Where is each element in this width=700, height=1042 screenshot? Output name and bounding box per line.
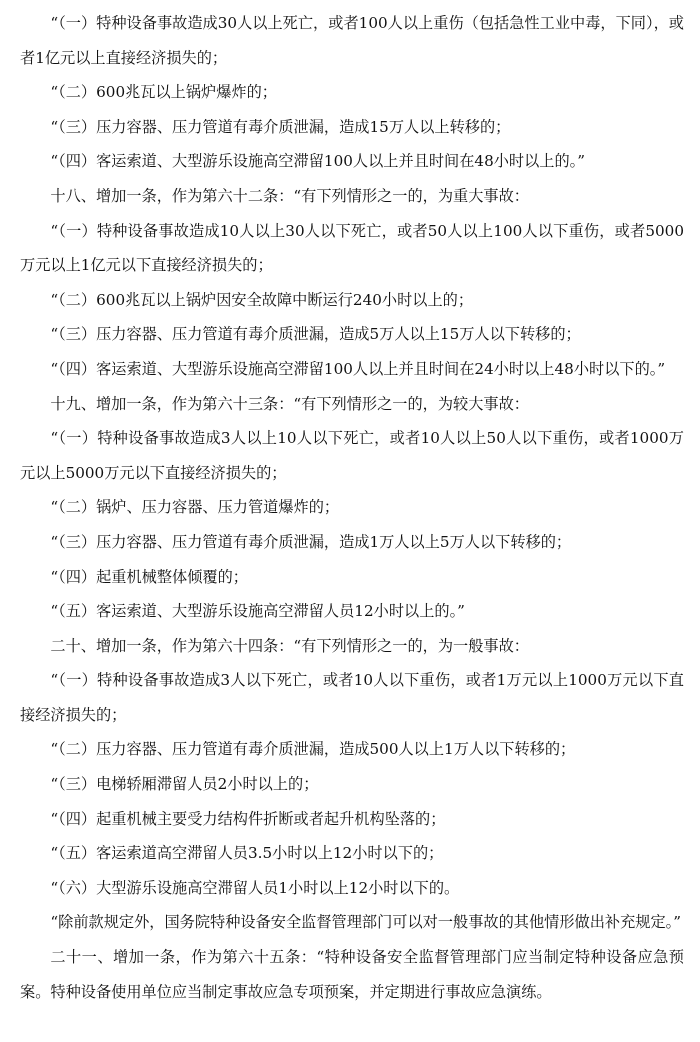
paragraph: 十九、增加一条，作为第六十三条：“有下列情形之一的，为较大事故：: [50, 394, 529, 413]
paragraph: “（二）600兆瓦以上锅炉爆炸的；: [50, 83, 277, 102]
paragraph: 二十一、增加一条，作为第六十五条：“特种设备安全监督管理部门应当制定特种设备应急预案。特种设备使用单位应当制定事故应急专项预案，并定期进行事故应急演练。: [20, 948, 684, 1001]
paragraph: “（四）客运索道、大型游乐设施高空滞留100人以上并且时间在24小时以上48小时以下的。”: [50, 359, 666, 378]
paragraph: “除前款规定外，国务院特种设备安全监督管理部门可以对一般事故的其他情形做出补充规定。”: [50, 913, 682, 932]
paragraph: “（五）客运索道高空滞留人员3.5小时以上12小时以下的；: [50, 844, 444, 863]
paragraph: “（二）600兆瓦以上锅炉因安全故障中断运行240小时以上的；: [50, 290, 474, 309]
paragraph: “（一）特种设备事故造成3人以上10人以下死亡，或者10人以上50人以下重伤，或者1000万元以上5000万元以下直接经济损失的；: [20, 429, 684, 482]
paragraph: “（四）起重机械主要受力结构件折断或者起升机构坠落的；: [50, 809, 446, 828]
paragraph: “（一）特种设备事故造成30人以上死亡，或者100人以上重伤（包括急性工业中毒，下同），或者1亿元以上直接经济损失的；: [20, 14, 684, 67]
paragraph: “（一）特种设备事故造成10人以上30人以下死亡，或者50人以上100人以下重伤，或者5000万元以上1亿元以下直接经济损失的；: [20, 221, 684, 275]
paragraph: 十八、增加一条，作为第六十二条：“有下列情形之一的，为重大事故：: [50, 186, 529, 205]
paragraph: “（二）锅炉、压力容器、压力管道爆炸的；: [50, 498, 340, 517]
paragraph: “（四）客运索道、大型游乐设施高空滞留100人以上并且时间在48小时以上的。”: [50, 152, 586, 171]
paragraph: “（三）压力容器、压力管道有毒介质泄漏，造成15万人以上转移的；: [50, 117, 511, 136]
paragraph: 二十、增加一条，作为第六十四条：“有下列情形之一的，为一般事故：: [50, 636, 529, 655]
paragraph: “（四）起重机械整体倾覆的；: [50, 567, 248, 586]
paragraph: “（三）电梯轿厢滞留人员2小时以上的；: [50, 775, 319, 794]
paragraph: “（六）大型游乐设施高空滞留人员1小时以上12小时以下的。: [50, 878, 460, 897]
paragraph: “（三）压力容器、压力管道有毒介质泄漏，造成1万人以上5万人以下转移的；: [50, 532, 572, 551]
paragraph: “（五）客运索道、大型游乐设施高空滞留人员12小时以上的。”: [50, 602, 465, 621]
paragraph: “（一）特种设备事故造成3人以下死亡，或者10人以下重伤，或者1万元以上1000万元以下直接经济损失的；: [20, 671, 684, 724]
paragraph: “（二）压力容器、压力管道有毒介质泄漏，造成500人以上1万人以下转移的；: [50, 740, 576, 759]
paragraph: “（三）压力容器、压力管道有毒介质泄漏，造成5万人以上15万人以下转移的；: [50, 325, 581, 344]
